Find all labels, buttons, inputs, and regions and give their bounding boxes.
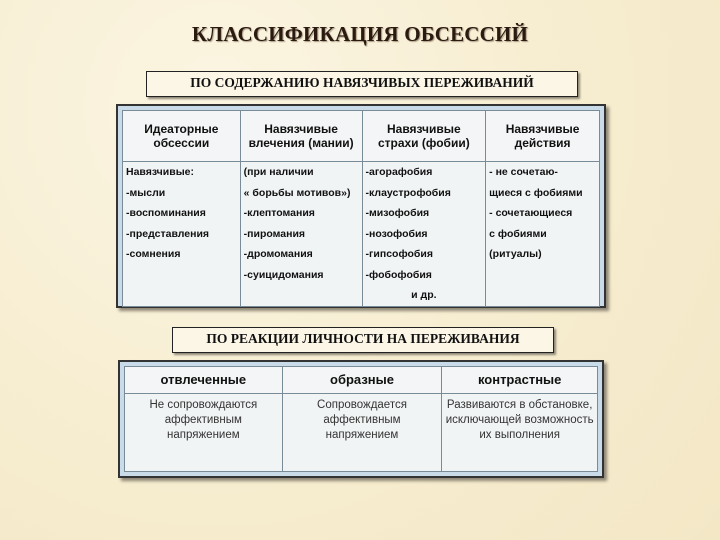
list-item: (ритуалы) [489, 248, 542, 260]
section2-label: ПО РЕАКЦИИ ЛИЧНОСТИ НА ПЕРЕЖИВАНИЯ [172, 327, 554, 353]
table-header-row [125, 367, 598, 394]
table-header-row [123, 111, 600, 162]
list-item: -мизофобия [365, 207, 430, 219]
header-fears: Навязчивые страхи (фобии) [362, 111, 486, 162]
list-item: -воспоминания [126, 207, 206, 219]
list-item: - сочетающиеся [489, 207, 573, 219]
section1-label: ПО СОДЕРЖАНИЮ НАВЯЗЧИВЫХ ПЕРЕЖИВАНИЙ [146, 71, 578, 97]
header-abstract: отвлеченные [125, 367, 283, 394]
list-item: (при наличии [243, 166, 314, 178]
column-drives [240, 162, 362, 307]
header-ideational: Идеаторные обсессии [123, 111, 241, 162]
list-item: -нозофобия [365, 227, 428, 240]
list-item: щиеся с фобиями [489, 186, 583, 199]
column-ideational [123, 162, 241, 307]
list-item: -агорафобия [365, 166, 433, 178]
table-row [123, 162, 600, 307]
list-item: -клаустрофобия [365, 186, 451, 199]
header-contrasting: контрастные [442, 367, 598, 394]
header-actions: Навязчивые действия [486, 111, 600, 162]
header-drives: Навязчивые влечения (мании) [240, 111, 362, 162]
list-item: -представления [126, 227, 210, 240]
table-row [125, 394, 598, 472]
list-item: -гипсофобия [365, 248, 433, 260]
cell-contrasting: Развиваются в обстановке, исключающей возможность их выполнения [442, 394, 598, 472]
reaction-classification-table [124, 366, 598, 472]
list-item: -сомнения [126, 248, 181, 260]
content-classification-table [122, 110, 600, 307]
page-title: КЛАССИФИКАЦИЯ ОБСЕССИЙ [191, 22, 529, 46]
list-item: Навязчивые: [126, 166, 194, 178]
list-item: с фобиями [489, 227, 547, 240]
list-item: -пиромания [243, 227, 306, 240]
list-item: -мысли [126, 186, 166, 199]
column-actions [486, 162, 600, 307]
content-classification-table-frame [116, 104, 606, 308]
list-item: -суицидомания [243, 268, 324, 281]
list-item: - не сочетаю- [489, 166, 558, 178]
cell-abstract: Не сопровождаются аффективным напряжением [125, 394, 283, 472]
reaction-classification-table-frame [118, 360, 604, 478]
cell-figurative: Сопровождается аффективным напряжением [282, 394, 442, 472]
column-fears [362, 162, 486, 307]
list-item: -фобофобия [365, 268, 432, 281]
list-item: -клептомания [243, 207, 315, 219]
list-item: и др. [411, 289, 437, 301]
header-figurative: образные [282, 367, 442, 394]
list-item: « борьбы мотивов») [243, 186, 351, 199]
list-item: -дромомания [243, 248, 313, 260]
